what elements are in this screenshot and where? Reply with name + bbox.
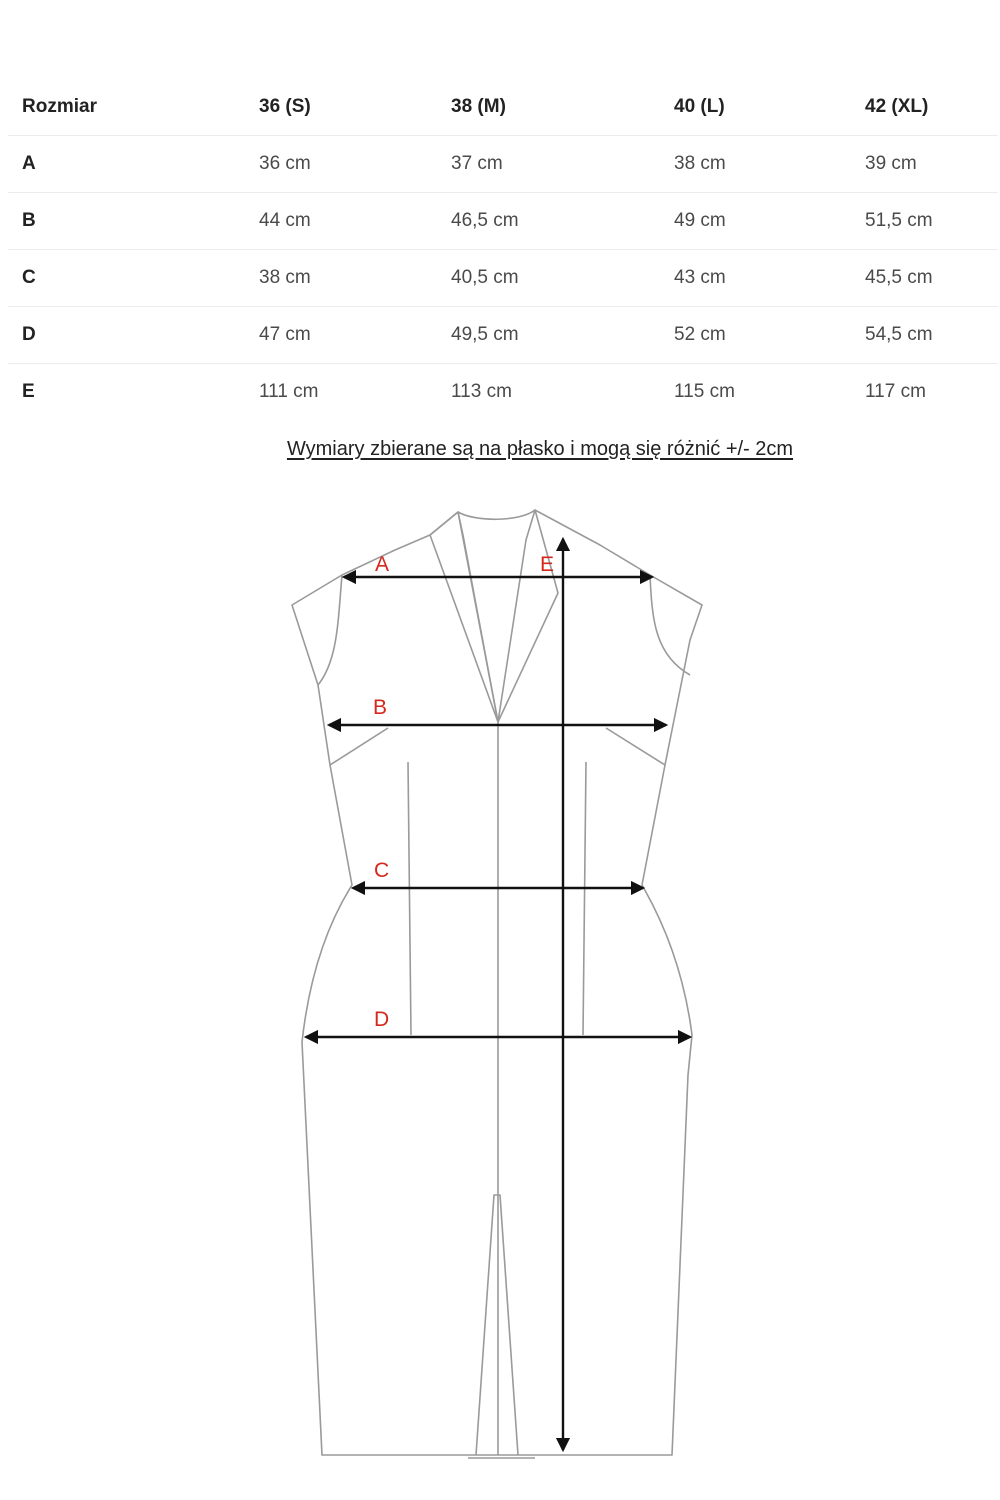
cell-e-42: 117 cm — [865, 381, 926, 402]
header-size-label: Rozmiar — [8, 79, 245, 136]
cell-a-42: 39 cm — [851, 136, 998, 193]
row-label-c: C — [8, 250, 245, 307]
measure-label-d: D — [374, 1008, 390, 1031]
left-lapel-inner — [430, 535, 498, 722]
cell-b-40: 49 cm — [660, 193, 851, 250]
dress-body-outline — [292, 510, 702, 1455]
measure-label-c: C — [374, 859, 390, 882]
measure-label-e: E — [540, 553, 555, 576]
header-size-40-l: 40 (L) — [660, 79, 851, 136]
header-size-38-m: 38 (M) — [437, 79, 660, 136]
cell-a-36: 36 cm — [245, 136, 437, 193]
measurement-note: Wymiary zbierane są na płasko i mogą się różnić +/- 2cm — [286, 438, 794, 460]
collar-inner-left — [458, 512, 498, 722]
cell-c-36: 38 cm — [245, 250, 437, 307]
measurement-labels — [373, 553, 554, 1031]
cell-c-38: 40,5 cm — [437, 250, 660, 307]
cell-d-36: 47 cm — [245, 307, 437, 364]
cell-b-42: 51,5 cm — [851, 193, 998, 250]
header-size-42-xl: 42 (XL) — [851, 79, 998, 136]
right-bust-dart — [606, 728, 665, 765]
left-front-panel-seam — [408, 762, 411, 1035]
cell-a-38: 37 cm — [437, 136, 660, 193]
right-lapel-inner — [498, 510, 535, 722]
left-armhole — [318, 575, 342, 685]
cell-d-40: 52 cm — [660, 307, 851, 364]
cell-e-38: 113 cm — [451, 381, 512, 402]
cell-b-36: 44 cm — [245, 193, 437, 250]
row-label-d: D — [8, 307, 245, 364]
row-label-a: A — [8, 136, 245, 193]
right-armhole — [650, 575, 690, 675]
cell-b-38: 46,5 cm — [437, 193, 660, 250]
cell-e-36: 111 cm — [259, 381, 319, 402]
row-label-e: E — [22, 381, 35, 402]
cell-c-40: 43 cm — [660, 250, 851, 307]
left-bust-dart — [330, 728, 388, 765]
cell-c-42: 45,5 cm — [851, 250, 998, 307]
cell-a-40: 38 cm — [660, 136, 851, 193]
cell-d-42: 54,5 cm — [851, 307, 998, 364]
cell-e-40: 115 cm — [674, 381, 735, 402]
measure-label-a: A — [375, 553, 390, 576]
dress-outline — [292, 510, 702, 1458]
row-label-b: B — [8, 193, 245, 250]
measure-label-b: B — [373, 696, 388, 719]
cell-d-38: 49,5 cm — [437, 307, 660, 364]
right-front-panel-seam — [583, 762, 586, 1035]
right-lapel-outer — [498, 510, 558, 722]
header-size-36-s: 36 (S) — [245, 79, 437, 136]
front-slit — [476, 1195, 518, 1455]
